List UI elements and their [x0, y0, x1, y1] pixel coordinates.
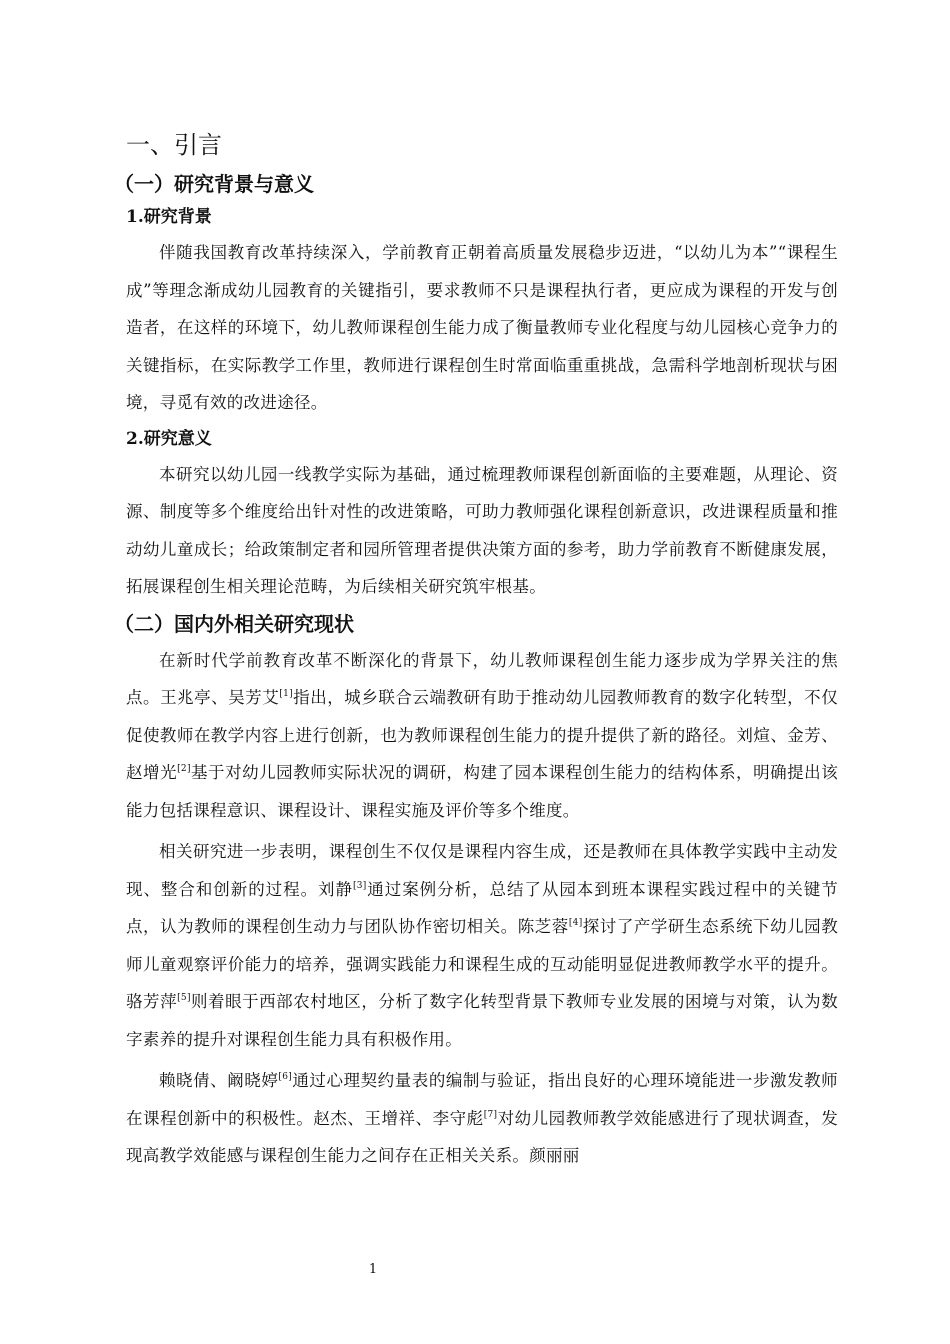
paragraph-literature-1	[126, 642, 838, 830]
text-run: 相关研究进一步表明，课程创生不仅仅是课程内容生成，还是教师在具体教学实践中主动发现、整合和创新的过程。刘静	[126, 842, 838, 899]
text-run: 通过案例分析，总结了从园本到班本课程实践过程中的关键节点，认为教师的课程创生动力与团队协作密切相关。陈芝蓉	[126, 879, 838, 936]
section-heading-literature: （二）国内外相关研究现状	[114, 611, 354, 636]
document-body	[114, 128, 839, 1175]
citation-ref: [1]	[279, 689, 293, 699]
section-heading-background: （一）研究背景与意义	[114, 172, 314, 196]
citation-ref: [2]	[177, 764, 191, 774]
paragraph-significance: 本研究以幼儿园一线教学实际为基础，通过梳理教师课程创新面临的主要难题，从理论、资源、制度等多个维度给出针对性的改进策略，可助力教师强化课程创新意识，改进课程质量和推动幼儿童成长；给政策制定者和园所管理者提供决策方面的参考，助力学前教育不断健康发展，拓展课程创生相关理论范畴，为后续相关研究筑牢根基。	[126, 464, 838, 596]
subsection-heading-significance: 2.研究意义	[126, 428, 212, 449]
text-run: 对幼儿园教师教学效能感进行了现状调查，发现高教学效能感与课程创生能力之间存在正相关关系。颜丽丽	[126, 1108, 838, 1165]
page-footer	[0, 1262, 950, 1277]
paragraph-literature-3	[126, 1062, 838, 1175]
citation-ref: [4]	[568, 918, 583, 928]
chapter-heading: 一、引言	[126, 131, 222, 159]
citation-ref: [6]	[278, 1072, 293, 1082]
citation-ref: [3]	[352, 880, 367, 891]
text-run: 通过心理契约量表的编制与验证，指出良好的心理环境能进一步激发教师在课程创新中的积极性。赵杰、王增祥、李守彪	[126, 1071, 838, 1128]
text-run: 赖晓倩、阚晓婷	[159, 1071, 279, 1090]
citation-ref: [7]	[483, 1109, 498, 1120]
subsection-heading-background: 1.研究背景	[126, 207, 212, 227]
citation-ref: [5]	[177, 993, 191, 1003]
text-run: 基于对幼儿园教师实际状况的调研，构建了园本课程创生能力的结构体系，明确提出该能力包括课程意识、课程设计、课程实施及评价等多个维度。	[126, 763, 838, 820]
paragraph-background: 伴随我国教育改革持续深入，学前教育正朝着高质量发展稳步迈进，“以幼儿为本”“课程生成”等理念渐成幼儿园教育的关键指引，要求教师不只是课程执行者，更应成为课程的开发与创造者，在这样的环境下，幼儿教师课程创生能力成了衡量教师专业化程度与幼儿园核心竞争力的关键指标，在实际教学工作里，教师进行课程创生时常面临重重挑战，急需科学地剖析现状与困境，寻觅有效的改进途径。	[126, 243, 838, 412]
text-run: 探讨了产学研生态系统下幼儿园教师儿童观察评价能力的培养，强调实践能力和课程生成的互动能明显促进教师教学水平的提升。骆芳萍	[126, 917, 839, 1011]
paragraph-literature-2	[126, 833, 838, 1058]
page-number: 1	[368, 1262, 378, 1277]
text-run: 指出，城乡联合云端教研有助于推动幼儿园教师教育的数字化转型，不仅促使教师在教学内容上进行创新，也为教师课程创生能力的提升提供了新的路径。刘煊、金芳、赵增光	[126, 688, 838, 782]
text-run: 在新时代学前教育改革不断深化的背景下，幼儿教师课程创生能力逐步成为学界关注的焦点。王兆亭、吴芳艾	[126, 650, 838, 707]
text-run: 则着眼于西部农村地区，分析了数字化转型背景下教师专业发展的困境与对策，认为数字素养的提升对课程创生能力具有积极作用。	[126, 992, 838, 1049]
